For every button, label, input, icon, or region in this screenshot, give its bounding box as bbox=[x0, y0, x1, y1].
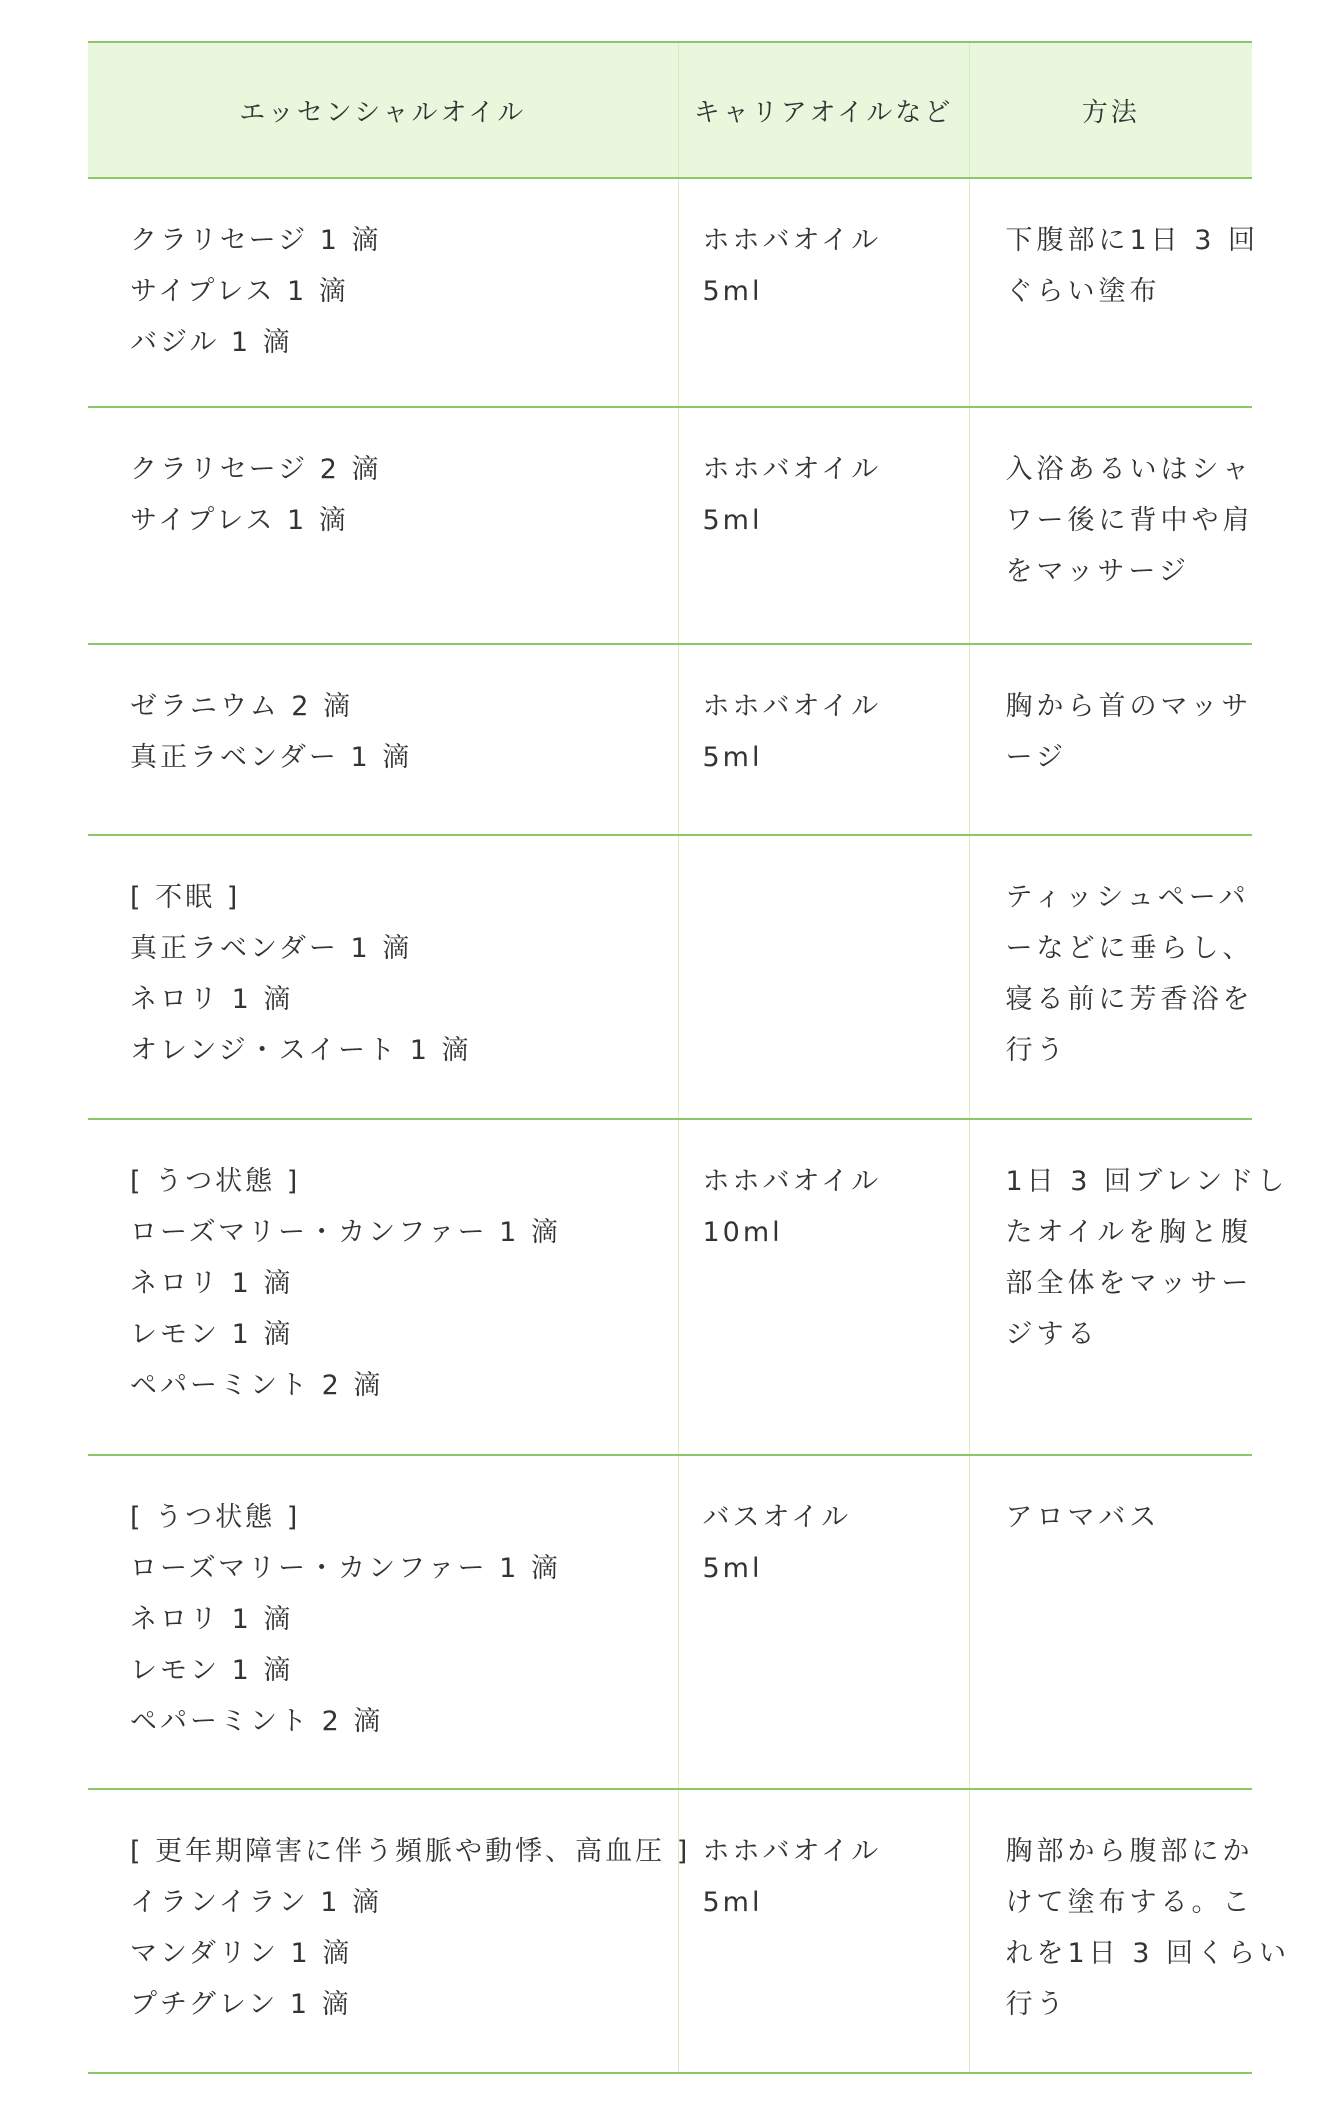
essential-oil-cell bbox=[88, 1455, 678, 1789]
method-line: 下腹部に1日 3 回 bbox=[1005, 225, 1260, 256]
oil-line: ネロリ 1 滴 bbox=[130, 1604, 294, 1635]
table-row bbox=[88, 178, 1252, 407]
table-body bbox=[88, 178, 1291, 2073]
table-header bbox=[88, 42, 1252, 178]
carrier-line: 5ml bbox=[702, 276, 763, 307]
carrier-line: 10ml bbox=[702, 1217, 783, 1248]
method-line: ティッシュペーパ bbox=[1005, 882, 1250, 913]
essential-oil-cell bbox=[88, 1119, 678, 1455]
carrier-line: 5ml bbox=[702, 505, 763, 536]
method-cell bbox=[969, 178, 1260, 407]
oil-line: ゼラニウム 2 滴 bbox=[130, 691, 354, 722]
oil-line: サイプレス 1 滴 bbox=[130, 276, 349, 307]
carrier-line: ホホバオイル bbox=[702, 225, 882, 256]
oil-line: ペパーミント 2 滴 bbox=[130, 1370, 384, 1401]
essential-oil-cell bbox=[88, 1789, 691, 2073]
table-row bbox=[88, 1789, 1252, 2073]
carrier-oil-cell bbox=[678, 1789, 969, 2073]
essential-oil-cell bbox=[88, 644, 678, 835]
oil-line: クラリセージ 2 滴 bbox=[130, 454, 382, 485]
oil-line: ペパーミント 2 滴 bbox=[130, 1706, 384, 1737]
oil-line: プチグレン 1 滴 bbox=[130, 1989, 352, 2020]
aromatherapy-table bbox=[88, 41, 1291, 2074]
method-cell bbox=[969, 644, 1252, 835]
method-line: ぐらい塗布 bbox=[1005, 276, 1161, 307]
carrier-line: 5ml bbox=[702, 742, 763, 773]
aromatherapy-table-wrapper bbox=[88, 41, 1291, 2074]
method-line: ワー後に背中や肩 bbox=[1005, 505, 1254, 536]
essential-oil-cell bbox=[88, 407, 678, 644]
oil-line: ネロリ 1 滴 bbox=[130, 984, 294, 1015]
carrier-line: 5ml bbox=[702, 1887, 763, 1918]
method-line: をマッサージ bbox=[1005, 556, 1190, 587]
table-row bbox=[88, 644, 1252, 835]
oil-line: クラリセージ 1 滴 bbox=[130, 225, 382, 256]
method-line: ーなどに垂らし、 bbox=[1005, 933, 1254, 964]
header-row bbox=[88, 42, 1252, 178]
header-carrier-oil: キャリアオイルなど bbox=[678, 42, 969, 178]
method-cell bbox=[969, 1789, 1291, 2073]
table-row bbox=[88, 835, 1252, 1119]
oil-category-label: [ うつ状態 ] bbox=[130, 1166, 301, 1197]
oil-line: ネロリ 1 滴 bbox=[130, 1268, 294, 1299]
carrier-oil-cell bbox=[678, 178, 969, 407]
method-line: 寝る前に芳香浴を bbox=[1005, 984, 1254, 1015]
header-method: 方法 bbox=[969, 42, 1252, 178]
method-line: 胸から首のマッサ bbox=[1005, 691, 1253, 722]
carrier-oil-cell bbox=[678, 835, 969, 1119]
oil-line: マンダリン 1 滴 bbox=[130, 1938, 353, 1969]
method-line: 行う bbox=[1005, 1989, 1068, 2020]
method-cell bbox=[969, 407, 1252, 644]
method-line: アロマバス bbox=[1005, 1502, 1161, 1533]
table-row bbox=[88, 1455, 1252, 1789]
header-essential-oil: エッセンシャルオイル bbox=[88, 42, 678, 178]
oil-line: ローズマリー・カンファー 1 滴 bbox=[130, 1217, 561, 1248]
oil-category-label: [ うつ状態 ] bbox=[130, 1502, 301, 1533]
carrier-oil-cell bbox=[678, 1455, 969, 1789]
oil-category-label: [ 不眠 ] bbox=[130, 882, 241, 913]
method-line: 入浴あるいはシャ bbox=[1005, 454, 1253, 485]
carrier-line: ホホバオイル bbox=[702, 1836, 882, 1867]
method-line: 行う bbox=[1005, 1035, 1068, 1066]
method-line: ージ bbox=[1005, 742, 1067, 773]
oil-line: レモン 1 滴 bbox=[130, 1319, 294, 1350]
oil-line: レモン 1 滴 bbox=[130, 1655, 294, 1686]
method-cell bbox=[969, 1455, 1252, 1789]
oil-line: オレンジ・スイート 1 滴 bbox=[130, 1035, 472, 1066]
oil-line: サイプレス 1 滴 bbox=[130, 505, 349, 536]
oil-line: ローズマリー・カンファー 1 滴 bbox=[130, 1553, 561, 1584]
oil-category-label: [ 更年期障害に伴う頻脈や動悸、高血圧 ] bbox=[130, 1836, 691, 1867]
table-row bbox=[88, 1119, 1252, 1455]
carrier-line: ホホバオイル bbox=[702, 454, 882, 485]
method-line: ジする bbox=[1005, 1319, 1099, 1350]
method-line: れを1日 3 回くらい bbox=[1005, 1938, 1291, 1969]
method-line: 胸部から腹部にか bbox=[1005, 1836, 1254, 1867]
table-row bbox=[88, 407, 1252, 644]
essential-oil-cell bbox=[88, 835, 678, 1119]
method-line: たオイルを胸と腹 bbox=[1005, 1217, 1253, 1248]
oil-line: 真正ラベンダー 1 滴 bbox=[130, 742, 413, 773]
method-cell bbox=[969, 835, 1252, 1119]
oil-line: バジル 1 滴 bbox=[130, 327, 293, 358]
carrier-oil-cell bbox=[678, 1119, 969, 1455]
oil-line: イランイラン 1 滴 bbox=[130, 1887, 382, 1918]
carrier-oil-cell bbox=[678, 407, 969, 644]
method-line: 1日 3 回ブレンドし bbox=[1005, 1166, 1289, 1197]
carrier-line: ホホバオイル bbox=[702, 691, 882, 722]
essential-oil-cell bbox=[88, 178, 678, 407]
method-line: 部全体をマッサー bbox=[1005, 1268, 1253, 1299]
carrier-line: ホホバオイル bbox=[702, 1166, 882, 1197]
carrier-oil-cell bbox=[678, 644, 969, 835]
method-cell bbox=[969, 1119, 1289, 1455]
oil-line: 真正ラベンダー 1 滴 bbox=[130, 933, 413, 964]
method-line: けて塗布する。こ bbox=[1005, 1887, 1254, 1918]
carrier-line: 5ml bbox=[702, 1553, 763, 1584]
carrier-line: バスオイル bbox=[702, 1502, 852, 1533]
